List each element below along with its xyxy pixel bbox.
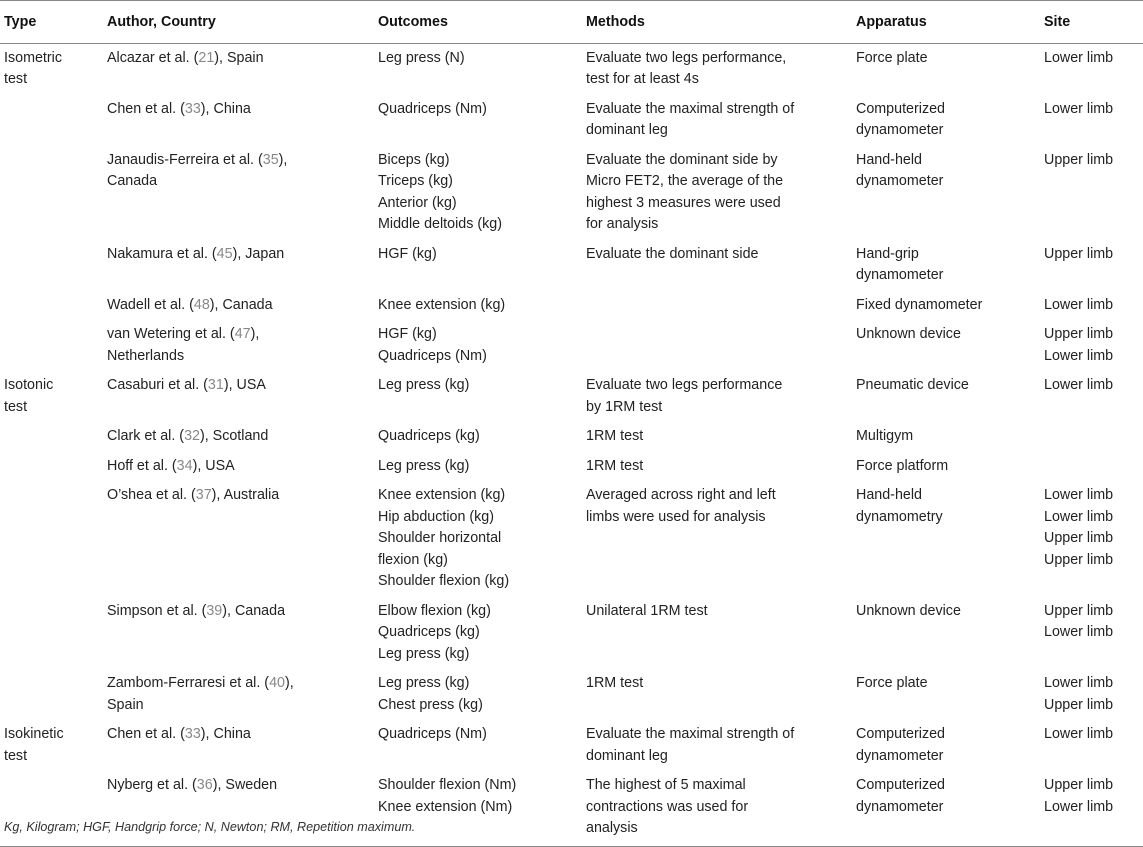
apparatus-line: Unknown device bbox=[856, 326, 961, 342]
apparatus-line: dynamometry bbox=[856, 508, 943, 525]
author-text: ), China bbox=[200, 100, 251, 117]
type-line: Isokinetic bbox=[4, 726, 64, 742]
cell-apparatus bbox=[856, 452, 1044, 482]
cell-apparatus bbox=[856, 481, 1044, 597]
type-line: Isotonic bbox=[4, 377, 54, 393]
methods-line: dominant leg bbox=[586, 122, 668, 138]
cell-type bbox=[0, 481, 107, 597]
author-line bbox=[107, 456, 378, 478]
outcomes-line: Quadriceps (Nm) bbox=[378, 100, 487, 117]
cell-outcomes bbox=[378, 95, 586, 146]
author-text: Zambom-Ferraresi et al. ( bbox=[107, 675, 270, 691]
outcomes-line: Shoulder flexion (Nm) bbox=[378, 777, 517, 793]
author-text: van Wetering et al. ( bbox=[107, 326, 235, 342]
cell-site bbox=[1044, 771, 1143, 846]
outcomes-line: Shoulder flexion (kg) bbox=[378, 573, 510, 589]
reference-number: 33 bbox=[184, 726, 201, 742]
apparatus-line: Computerized bbox=[856, 726, 945, 742]
author-text: Janaudis-Ferreira et al. ( bbox=[107, 151, 263, 168]
cell-type bbox=[0, 95, 107, 146]
cell-site bbox=[1044, 291, 1143, 321]
author-text: ), bbox=[284, 675, 294, 691]
cell-outcomes bbox=[378, 371, 586, 422]
table-row bbox=[0, 669, 1143, 720]
site-line: Upper limb bbox=[1044, 151, 1114, 168]
apparatus-line: dynamometer bbox=[856, 798, 944, 815]
site-line: Upper limb bbox=[1044, 326, 1114, 342]
type-line: test bbox=[4, 398, 28, 415]
site-line: Lower limb bbox=[1044, 49, 1114, 66]
cell-type bbox=[0, 452, 107, 482]
outcomes-line: Chest press (kg) bbox=[378, 696, 483, 713]
cell-author bbox=[107, 597, 378, 670]
cell-type bbox=[0, 771, 107, 846]
table-row bbox=[0, 771, 1143, 846]
cell-site bbox=[1044, 95, 1143, 146]
table-row bbox=[0, 95, 1143, 146]
site-line: Upper limb bbox=[1044, 530, 1114, 546]
cell-type bbox=[0, 146, 107, 240]
author-text: Hoff et al. ( bbox=[107, 457, 177, 474]
outcomes-line: Leg press (kg) bbox=[378, 675, 470, 691]
outcomes-line: Elbow flexion (kg) bbox=[378, 602, 491, 619]
table-row bbox=[0, 481, 1143, 597]
cell-type bbox=[0, 422, 107, 452]
apparatus-line: Force plate bbox=[856, 675, 928, 691]
site-line: Upper limb bbox=[1044, 696, 1114, 713]
author-text: ), Japan bbox=[232, 245, 285, 262]
outcomes-line: Anterior (kg) bbox=[378, 194, 457, 211]
methods-line: test for at least 4s bbox=[586, 71, 699, 87]
outcomes-line: Biceps (kg) bbox=[378, 151, 450, 168]
author-text: O’shea et al. ( bbox=[107, 487, 196, 503]
author-text: ), China bbox=[200, 726, 251, 742]
cell-methods bbox=[586, 291, 856, 321]
cell-methods bbox=[586, 95, 856, 146]
author-text: ), Canada bbox=[209, 296, 273, 313]
cell-site bbox=[1044, 720, 1143, 771]
cell-site bbox=[1044, 240, 1143, 291]
cell-type bbox=[0, 669, 107, 720]
cell-methods bbox=[586, 320, 856, 371]
apparatus-line: Force platform bbox=[856, 457, 949, 474]
apparatus-line: Fixed dynamometer bbox=[856, 296, 983, 313]
table-row bbox=[0, 320, 1143, 371]
methods-line: 1RM test bbox=[586, 428, 644, 444]
header-outcomes: Outcomes bbox=[378, 1, 586, 44]
author-text: Wadell et al. ( bbox=[107, 296, 194, 313]
author-line bbox=[107, 295, 378, 317]
author-text: Casaburi et al. ( bbox=[107, 377, 208, 393]
cell-apparatus bbox=[856, 43, 1044, 95]
reference-number: 35 bbox=[262, 151, 279, 168]
cell-methods bbox=[586, 597, 856, 670]
author-line bbox=[107, 601, 378, 623]
reference-number: 21 bbox=[198, 49, 215, 66]
apparatus-line: dynamometer bbox=[856, 267, 944, 283]
reference-number: 34 bbox=[176, 457, 193, 474]
cell-methods bbox=[586, 146, 856, 240]
outcomes-line: Leg press (N) bbox=[378, 49, 465, 66]
outcomes-line: Hip abduction (kg) bbox=[378, 508, 495, 525]
methods-line: Unilateral 1RM test bbox=[586, 602, 708, 619]
cell-type bbox=[0, 371, 107, 422]
author-text: Nyberg et al. ( bbox=[107, 777, 197, 793]
author-line bbox=[107, 485, 378, 507]
apparatus-line: Unknown device bbox=[856, 602, 961, 619]
author-text: ), Spain bbox=[214, 49, 264, 66]
author-text: Simpson et al. ( bbox=[107, 602, 207, 619]
methods-line: Micro FET2, the average of the bbox=[586, 173, 784, 189]
author-text: ), bbox=[250, 326, 260, 342]
cell-site bbox=[1044, 452, 1143, 482]
cell-author bbox=[107, 452, 378, 482]
site-line: Lower limb bbox=[1044, 487, 1114, 503]
cell-site bbox=[1044, 146, 1143, 240]
author-line bbox=[107, 150, 378, 172]
cell-methods bbox=[586, 43, 856, 95]
methods-line: Averaged across right and left bbox=[586, 487, 776, 503]
outcomes-line: Knee extension (kg) bbox=[378, 487, 506, 503]
header-apparatus: Apparatus bbox=[856, 1, 1044, 44]
cell-site bbox=[1044, 597, 1143, 670]
cell-outcomes bbox=[378, 597, 586, 670]
cell-outcomes bbox=[378, 720, 586, 771]
reference-number: 37 bbox=[195, 487, 212, 503]
author-text: Chen et al. ( bbox=[107, 726, 185, 742]
site-line: Lower limb bbox=[1044, 100, 1114, 117]
author-text: ), USA bbox=[223, 377, 266, 393]
cell-methods bbox=[586, 771, 856, 846]
author-text: ), Sweden bbox=[212, 777, 278, 793]
site-line: Lower limb bbox=[1044, 347, 1114, 364]
type-line: test bbox=[4, 747, 28, 764]
type-line: test bbox=[4, 71, 28, 87]
cell-site bbox=[1044, 669, 1143, 720]
cell-apparatus bbox=[856, 291, 1044, 321]
table-row bbox=[0, 371, 1143, 422]
header-author-country: Author, Country bbox=[107, 1, 378, 44]
site-line: Lower limb bbox=[1044, 675, 1114, 691]
cell-methods bbox=[586, 669, 856, 720]
outcomes-line: Knee extension (kg) bbox=[378, 296, 506, 313]
cell-author bbox=[107, 371, 378, 422]
cell-outcomes bbox=[378, 452, 586, 482]
header-row bbox=[0, 1, 1143, 44]
cell-outcomes bbox=[378, 43, 586, 95]
methods-line: highest 3 measures were used bbox=[586, 194, 781, 211]
table-row bbox=[0, 597, 1143, 670]
outcomes-line: Leg press (kg) bbox=[378, 377, 470, 393]
outcomes-line: Knee extension (Nm) bbox=[378, 798, 513, 815]
table-row bbox=[0, 43, 1143, 95]
author-text: ), Scotland bbox=[199, 428, 269, 444]
site-line: Lower limb bbox=[1044, 798, 1114, 815]
header-type: Type bbox=[0, 1, 107, 44]
apparatus-line: dynamometer bbox=[856, 747, 944, 764]
cell-outcomes bbox=[378, 291, 586, 321]
apparatus-line: Hand-grip bbox=[856, 245, 919, 262]
author-text: Netherlands bbox=[107, 347, 185, 364]
cell-methods bbox=[586, 240, 856, 291]
site-line: Lower limb bbox=[1044, 508, 1114, 525]
cell-apparatus bbox=[856, 771, 1044, 846]
cell-type bbox=[0, 720, 107, 771]
cell-apparatus bbox=[856, 95, 1044, 146]
cell-author bbox=[107, 481, 378, 597]
author-line bbox=[107, 775, 378, 797]
table-row bbox=[0, 452, 1143, 482]
site-line: Lower limb bbox=[1044, 726, 1114, 742]
table-row bbox=[0, 422, 1143, 452]
author-line bbox=[107, 171, 378, 193]
reference-number: 36 bbox=[196, 777, 213, 793]
methods-line: Evaluate the maximal strength of bbox=[586, 726, 795, 742]
author-line bbox=[107, 426, 378, 448]
author-line bbox=[107, 346, 378, 368]
methods-line: Evaluate two legs performance bbox=[586, 377, 783, 393]
outcomes-line: Middle deltoids (kg) bbox=[378, 216, 502, 232]
cell-apparatus bbox=[856, 422, 1044, 452]
cell-author bbox=[107, 771, 378, 846]
methods-line: contractions was used for bbox=[586, 798, 749, 815]
reference-number: 47 bbox=[234, 326, 251, 342]
apparatus-line: Pneumatic device bbox=[856, 377, 969, 393]
cell-apparatus bbox=[856, 146, 1044, 240]
outcomes-line: Quadriceps (kg) bbox=[378, 428, 480, 444]
site-line: Upper limb bbox=[1044, 777, 1114, 793]
cell-site bbox=[1044, 371, 1143, 422]
author-text: Clark et al. ( bbox=[107, 428, 185, 444]
methods-line: 1RM test bbox=[586, 675, 644, 691]
apparatus-line: Hand-held bbox=[856, 151, 922, 168]
outcomes-line: HGF (kg) bbox=[378, 326, 437, 342]
cell-author bbox=[107, 422, 378, 452]
cell-type bbox=[0, 240, 107, 291]
outcomes-line: Quadriceps (Nm) bbox=[378, 347, 487, 364]
cell-outcomes bbox=[378, 320, 586, 371]
cell-author bbox=[107, 43, 378, 95]
cell-apparatus bbox=[856, 371, 1044, 422]
author-text: Nakamura et al. ( bbox=[107, 245, 217, 262]
cell-outcomes bbox=[378, 146, 586, 240]
author-text: Canada bbox=[107, 173, 158, 189]
cell-type bbox=[0, 597, 107, 670]
cell-apparatus bbox=[856, 669, 1044, 720]
outcomes-line: Quadriceps (Nm) bbox=[378, 726, 487, 742]
author-text: ), Canada bbox=[222, 602, 286, 619]
site-line: Lower limb bbox=[1044, 296, 1114, 313]
cell-apparatus bbox=[856, 240, 1044, 291]
cell-site bbox=[1044, 320, 1143, 371]
cell-type bbox=[0, 43, 107, 95]
site-line: Upper limb bbox=[1044, 602, 1114, 619]
header-methods: Methods bbox=[586, 1, 856, 44]
cell-outcomes bbox=[378, 422, 586, 452]
cell-author bbox=[107, 95, 378, 146]
outcomes-line: Leg press (kg) bbox=[378, 457, 470, 474]
cell-site bbox=[1044, 481, 1143, 597]
site-line: Lower limb bbox=[1044, 377, 1114, 393]
cell-methods bbox=[586, 481, 856, 597]
outcomes-line: Leg press (kg) bbox=[378, 645, 470, 662]
apparatus-line: dynamometer bbox=[856, 122, 944, 138]
author-line bbox=[107, 48, 378, 70]
apparatus-line: Multigym bbox=[856, 428, 914, 444]
header-site: Site bbox=[1044, 1, 1143, 44]
table-header bbox=[0, 1, 1143, 44]
outcomes-line: Shoulder horizontal bbox=[378, 530, 502, 546]
methods-line: for analysis bbox=[586, 216, 659, 232]
cell-methods bbox=[586, 720, 856, 771]
cell-methods bbox=[586, 371, 856, 422]
reference-number: 40 bbox=[269, 675, 285, 691]
methods-line: The highest of 5 maximal bbox=[586, 777, 746, 793]
table-row bbox=[0, 240, 1143, 291]
author-line bbox=[107, 695, 378, 717]
site-line: Upper limb bbox=[1044, 245, 1114, 262]
methods-line: limbs were used for analysis bbox=[586, 508, 766, 525]
type-line: Isometric bbox=[4, 49, 62, 66]
apparatus-line: Hand-held bbox=[856, 487, 922, 503]
cell-type bbox=[0, 320, 107, 371]
reference-number: 33 bbox=[184, 100, 201, 117]
outcomes-line: HGF (kg) bbox=[378, 245, 437, 262]
table-row bbox=[0, 291, 1143, 321]
cell-apparatus bbox=[856, 320, 1044, 371]
cell-apparatus bbox=[856, 597, 1044, 670]
methods-line: dominant leg bbox=[586, 747, 668, 764]
reference-number: 31 bbox=[207, 377, 224, 393]
outcomes-line: Quadriceps (kg) bbox=[378, 624, 480, 640]
methods-line: Evaluate two legs performance, bbox=[586, 49, 787, 66]
cell-apparatus bbox=[856, 720, 1044, 771]
author-text: ), USA bbox=[192, 457, 235, 474]
cell-author bbox=[107, 146, 378, 240]
table-row bbox=[0, 720, 1143, 771]
author-text: ), Australia bbox=[211, 487, 280, 503]
apparatus-line: Force plate bbox=[856, 49, 928, 66]
cell-author bbox=[107, 291, 378, 321]
cell-site bbox=[1044, 43, 1143, 95]
author-line bbox=[107, 724, 378, 746]
cell-type bbox=[0, 291, 107, 321]
author-text: Chen et al. ( bbox=[107, 100, 185, 117]
table-footnote: Kg, Kilogram; HGF, Handgrip force; N, Newton; RM, Repetition maximum. bbox=[4, 820, 416, 834]
apparatus-line: Computerized bbox=[856, 100, 945, 117]
author-line bbox=[107, 375, 378, 397]
author-line bbox=[107, 244, 378, 266]
table-row bbox=[0, 146, 1143, 240]
cell-author bbox=[107, 320, 378, 371]
cell-author bbox=[107, 240, 378, 291]
site-line: Upper limb bbox=[1044, 551, 1114, 568]
methods-line: 1RM test bbox=[586, 457, 644, 474]
author-text: Spain bbox=[107, 696, 144, 713]
cell-site bbox=[1044, 422, 1143, 452]
author-line bbox=[107, 324, 378, 346]
table-body bbox=[0, 43, 1143, 846]
methods-line: analysis bbox=[586, 820, 638, 836]
site-line: Lower limb bbox=[1044, 624, 1114, 640]
methods-line: Evaluate the dominant side by bbox=[586, 151, 778, 168]
author-text: Alcazar et al. ( bbox=[107, 49, 199, 66]
reference-number: 39 bbox=[206, 602, 223, 619]
cell-methods bbox=[586, 452, 856, 482]
author-line bbox=[107, 99, 378, 121]
methods-line: Evaluate the dominant side bbox=[586, 245, 759, 262]
methods-line: Evaluate the maximal strength of bbox=[586, 100, 795, 117]
cell-outcomes bbox=[378, 771, 586, 846]
outcomes-line: Triceps (kg) bbox=[378, 173, 453, 189]
cell-outcomes bbox=[378, 240, 586, 291]
methods-line: by 1RM test bbox=[586, 398, 663, 415]
cell-outcomes bbox=[378, 481, 586, 597]
cell-author bbox=[107, 720, 378, 771]
apparatus-line: Computerized bbox=[856, 777, 945, 793]
apparatus-line: dynamometer bbox=[856, 173, 944, 189]
reference-number: 32 bbox=[184, 428, 200, 444]
author-text: ), bbox=[278, 151, 288, 168]
author-line bbox=[107, 673, 378, 695]
cell-outcomes bbox=[378, 669, 586, 720]
cell-methods bbox=[586, 422, 856, 452]
cell-author bbox=[107, 669, 378, 720]
outcomes-line: flexion (kg) bbox=[378, 551, 448, 568]
reference-number: 45 bbox=[216, 245, 233, 262]
reference-number: 48 bbox=[193, 296, 210, 313]
